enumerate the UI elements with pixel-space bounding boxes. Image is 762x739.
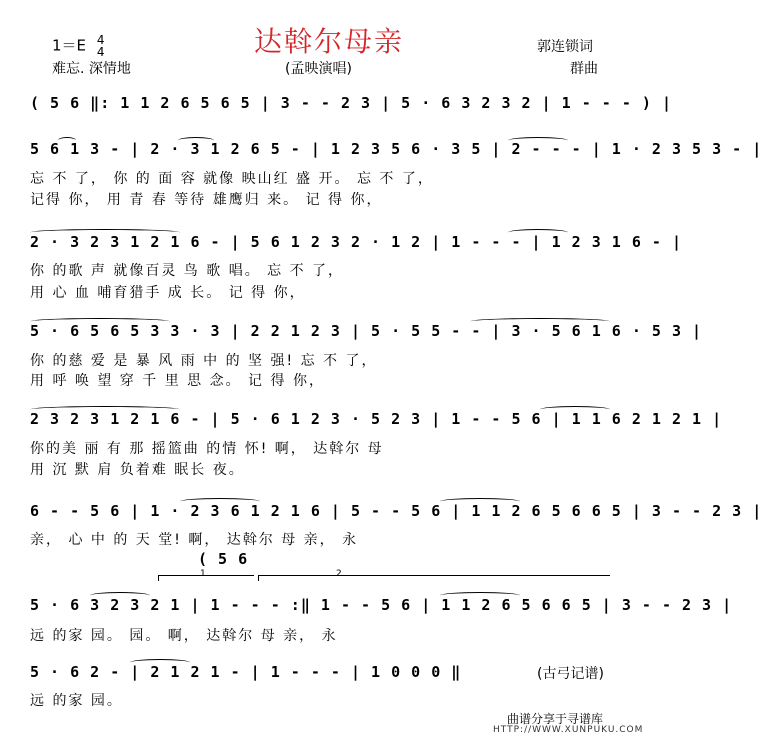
volta-1-bracket-end: [158, 575, 159, 581]
transcriber-credit: (古弓记谱): [537, 666, 604, 682]
lyrics-row-2-verse-1: 忘 不 了， 你 的 面 容 就像 映山红 盛 开。 忘 不 了，: [30, 171, 434, 187]
footer-url: HTTP://WWW.XUNPUKU.COM: [493, 725, 644, 735]
lyrics-row-5-verse-1: 你的美 丽 有 那 摇篮曲 的情 怀! 啊， 达斡尔 母: [30, 441, 384, 457]
lyrics-row-8: 远 的家 园。: [30, 693, 123, 709]
time-signature: [97, 34, 105, 58]
slur-mark: [30, 406, 180, 413]
key-signature: 1＝E: [52, 36, 87, 55]
volta-2-bracket-end: [258, 575, 259, 581]
slur-mark: [440, 592, 520, 599]
notation-row-8: 5 · 6 2 - | 2 1 2 1 - | 1 - - - | 1 0 0 0 ‖: [30, 663, 462, 681]
notation-row-7: 5 · 6 3 2 3 2 1 | 1 - - - :‖ 1 - - 5 6 | 1 1 2 6 5 6 6 5 | 3 - - 2 3 |: [30, 596, 733, 614]
slur-mark: [508, 229, 568, 236]
slur-mark: [130, 659, 190, 666]
time-denominator: 4: [96, 45, 105, 59]
lyrics-row-4-verse-1: 你 的慈 爱 是 暴 风 雨 中 的 坚 强! 忘 不 了，: [30, 353, 378, 369]
lyrics-row-7: 远 的家 园。 园。 啊， 达斡尔 母 亲， 永: [30, 628, 338, 644]
lyrics-row-3-verse-2: 用 心 血 哺育猎手 成 长。 记 得 你，: [30, 285, 306, 301]
volta-1-bracket: [158, 575, 254, 576]
lyrics-row-6: 亲， 心 中 的 天 堂! 啊， 达斡尔 母 亲， 永: [30, 532, 359, 548]
slur-mark: [30, 229, 180, 236]
volta-1-label: 1: [200, 569, 206, 579]
notation-row-3: 2 · 3 2 3 1 2 1 6 - | 5 6 1 2 3 2 · 1 2 | 1 - - - | 1 2 3 1 6 - |: [30, 233, 682, 251]
lyricist-credit: 郭连锁词: [537, 39, 593, 55]
notation-row-4: 5 · 6 5 6 5 3 3 · 3 | 2 2 1 2 3 | 5 · 5 5 - - | 3 · 5 6 1 6 · 5 3 |: [30, 322, 703, 340]
slur-mark: [30, 318, 170, 325]
notation-row-2: 5 6 1 3 - | 2 · 3 1 2 6 5 - | 1 2 3 5 6 · 3 5 | 2 - - - | 1 · 2 3 5 3 - |: [30, 140, 762, 158]
performer-credit: (孟映演唱): [285, 61, 352, 77]
key-signature-block: [52, 34, 104, 58]
song-title: 达斡尔母亲: [253, 25, 404, 58]
volta-2-label: 2: [336, 569, 342, 579]
lyrics-row-5-verse-2: 用 沉 默 肩 负着难 眠长 夜。: [30, 462, 245, 478]
tempo-marking: 难忘. 深情地: [52, 61, 131, 77]
lyrics-row-4-verse-2: 用 呼 唤 望 穿 千 里 思 念。 记 得 你，: [30, 373, 325, 389]
time-numerator: 4: [96, 33, 105, 47]
slur-mark: [90, 592, 150, 599]
slur-mark: [470, 318, 610, 325]
footer-share-text: 曲谱分享于寻谱库: [507, 712, 604, 726]
volta-pickup: ( 5 6: [198, 550, 249, 568]
notation-row-5: 2 3 2 3 1 2 1 6 - | 5 · 6 1 2 3 · 5 2 3 | 1 - - 5 6 | 1 1 6 2 1 2 1 |: [30, 410, 723, 428]
slur-mark: [540, 406, 610, 413]
notation-row-6: 6 - - 5 6 | 1 · 2 3 6 1 2 1 6 | 5 - - 5 6 | 1 1 2 6 5 6 6 5 | 3 - - 2 3 |: [30, 502, 762, 520]
slur-mark: [508, 137, 568, 144]
slur-mark: [180, 498, 260, 505]
slur-mark: [440, 498, 520, 505]
volta-2-bracket: [258, 575, 610, 576]
lyrics-row-2-verse-2: 记得 你， 用 青 春 等待 雄鹰归 来。 记 得 你，: [30, 192, 383, 208]
slur-mark: [58, 137, 76, 144]
slur-mark: [178, 137, 214, 144]
notation-row-1: ( 5 6 ‖: 1 1 2 6 5 6 5 | 3 - - 2 3 | 5 · 6 3 2 3 2 | 1 - - - ) |: [30, 94, 672, 112]
composer-credit: 群曲: [570, 61, 598, 77]
lyrics-row-3-verse-1: 你 的歌 声 就像百灵 鸟 歌 唱。 忘 不 了，: [30, 263, 345, 279]
